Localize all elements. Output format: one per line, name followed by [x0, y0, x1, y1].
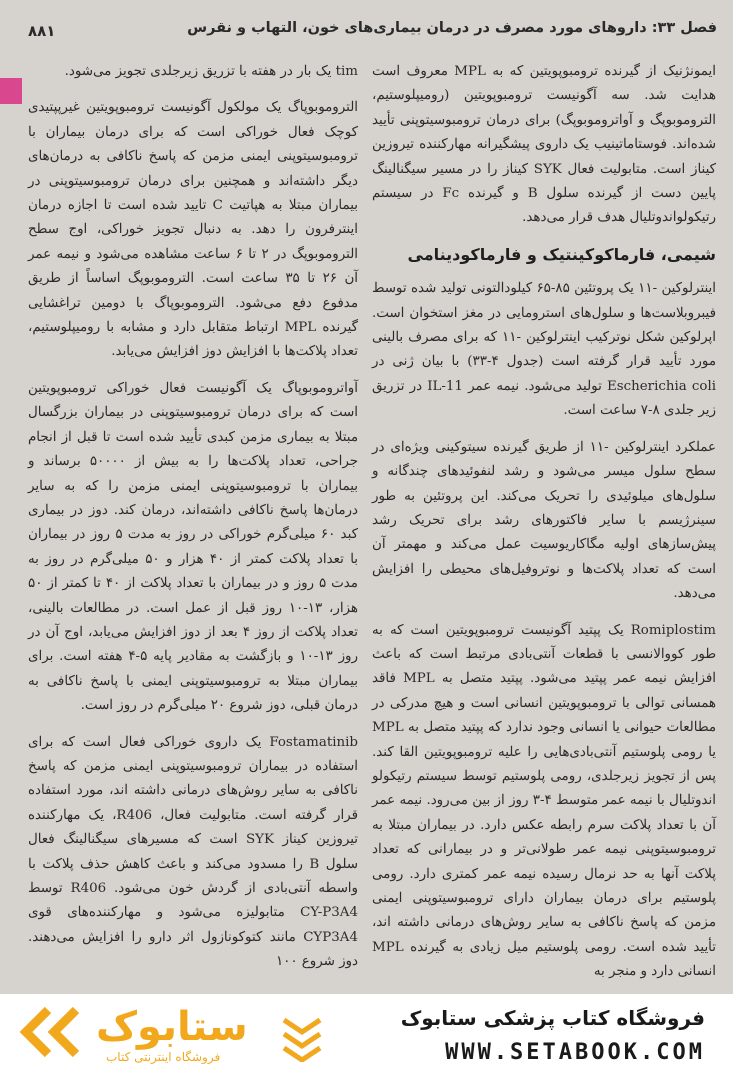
chapter-title: فصل ۳۳: داروهای مورد مصرف در درمان بیماری‌های خون، التهاب و نقرس — [187, 20, 717, 36]
paragraph: Romiplostim یک پپتید آگونیست ترومبوپویتین است که به طور کووالانسی با قطعات آنتی‌بادی مرتبط است که باعث افزایش نیمه عمر پپتید می‌شود. پپتید متصل به MPL فاقد همسانی توالی با ترومبوپویتین انسانی است و هیچ مدرکی در مطالعات حیوانی یا انسانی وجود ندارد که پپتید متصل به MPL یا رومی پلوستیم آنتی‌بادی‌هایی را علیه ترومبوپویتین القا کند. پس از تجویز زیرجلدی، رومی پلوستیم توسط سیستم رتیکولو اندوتلیال با نیمه عمر متوسط ۴-۳ روز از بین می‌رود. نیمه عمر آن با تعداد پلاکت سرم رابطه عکس دارد. در بیماران مبتلا به ترومبوسیتوپنی نیمه عمر طولانی‌تر و در بیمارانی که تعداد پلاکت آنها به حد نرمال رسیده نیمه عمر کمتری دارد. رومی پلوستیم برای درمان بیماران دارای ترومبوسیتوپنی ایمنی مزمن که پاسخ ناکافی به سایر روش‌های درمانی داشته اند، تأیید شده است. رومی پلوستیم میل زیادی به گیرنده MPL انسانی دارد و منجر به — [372, 622, 716, 980]
section-heading: شیمی، فارماکوکینتیک و فارماکودینامی — [407, 244, 716, 264]
logo-tagline: فروشگاه اینترنتی کتاب — [106, 1050, 221, 1064]
watermark-footer — [0, 994, 733, 1080]
paragraph: اینترلوکین -۱۱ یک پروتئین ۸۵-۶۵ کیلودالتونی تولید شده توسط فیبروبلاست‌ها و سلول‌های استرومایی در مغز استخوان است. اپرلوکین شکل نوترکیب اینترلوکین -۱۱ که برای مصرف بالینی مورد تأیید قرار گرفته است (جدول ۴-۳۳) با بیان ژنی در Escherichia coli تولید می‌شود. نیمه عمر IL-11 در تزریق زیر جلدی ۸-۷ ساعت است. — [372, 281, 717, 419]
logo-wordmark: ستابوک — [96, 1004, 248, 1050]
paragraph: التروموبوپاگ یک مولکول آگونیست ترومبوپویتین غیرپپتیدی کوچک فعال خوراکی است که برای درمان بیماران با ترومبوسیتوپنی ایمنی مزمن که پاسخ ناکافی به درمان‌های دیگر داشته‌اند و همچنین برای درمان ترومبوسیتوپنی در بیماران مبتلا به هپاتیت C تایید شده است تا اجازه درمان اینترفرون را دهد. به دنبال تجویز خوراکی، اوج سطح التروموبوپگ در ۲ تا ۶ ساعت مشاهده می‌شود و نیمه عمر آن ۲۶ تا ۳۵ ساعت است. التروموبوپگ اساساً از طریق مدفوع دفع می‌شود. التروموبوپاگ با دومین تراغشایی گیرنده MPL ارتباط متقابل دارد و مشابه با رومیپلوستیم، تعداد پلاکت‌ها با افزایش دوز افزایش می‌یابد. — [28, 100, 359, 360]
double-chevron-icon — [18, 1004, 90, 1060]
paragraph: عملکرد اینترلوکین -۱۱ از طریق گیرنده سیتوکینی ویژه‌ای در سطح سلول میسر می‌شود و رشد لنفوئیدهای چندگانه و سلول‌های میلوئیدی را تحریک می‌کند. این پروتئین به طور سینرژیسم با سایر فاکتورهای رشد برای تحریک رشد پیش‌سازهای اولیه مگاکاریوسیت عمل می‌کند و مهمتر آن است که تعداد پلاکت‌ها و نوتروفیل‌های محیطی را افزایش می‌دهد. — [372, 439, 716, 602]
page-header — [0, 0, 733, 58]
chapter-tab-marker — [0, 78, 22, 104]
store-name: فروشگاه کتاب پزشکی ستابوک — [400, 1006, 705, 1030]
paragraph: Fostamatinib یک داروی خوراکی فعال است که برای استفاده در بیماران ترومبوسیتوپنی ایمنی مزمن که پاسخ ناکافی به سایر روش‌های درمانی داشته اند، مورد استفاده قرار گرفته است. متابولیت فعال، R406، یک مهارکننده تیروزین کیناز SYK است که مسیرهای سیگنالینگ فعال سلول B را مسدود می‌کند و باعث کاهش حذف پلاکت با واسطه آنتی‌بادی از گردش خون می‌شود. R406 توسط CY-P3A4 متابولیزه می‌شود و مهارکننده‌های قوی CYP3A4 مانند کتوکونازول اثر دارو را افزایش می‌دهند. دوز شروع ۱۰۰ — [28, 734, 358, 970]
right-column — [372, 60, 716, 994]
stacked-chevrons-icon — [280, 1012, 324, 1062]
paragraph: ایمونژنیک از گیرنده ترومبوپویتین که به MPL معروف است هدایت شد. سه آگونیست ترومبوپویتین (رومیپلوستیم، التروموبوپگ و آواتروموبوپگ) برای درمان ترومبوسیتوپنی تأیید شده‌اند. فوستاماتینیب یک داروی پیشگیرانه مهارکننده تیروزین کیناز است. متابولیت فعال SYK کیناز را در مسیر سیگنالینگ پایین دست از گیرنده سلول B و گیرنده Fc در سیستم رتیکولواندوتلیال هدف قرار می‌دهد. — [372, 64, 716, 226]
left-column — [28, 60, 358, 987]
paragraph: tim یک بار در هفته با تزریق زیرجلدی تجویز می‌شود. — [64, 64, 358, 79]
store-url-link[interactable]: WWW.SETABOOK.COM — [445, 1040, 705, 1065]
setabook-logo[interactable] — [18, 1004, 318, 1070]
paragraph: آواتروموبوپاگ یک آگونیست فعال خوراکی ترومبوپویتین است که برای درمان ترومبوسیتوپنی در بیماران بزرگسال مبتلا به بیماری مزمن کبدی تأیید شده است تا قبل از انجام جراحی، تعداد پلاکت‌ها را به بیش از ۵۰۰۰۰ برساند و بیماران با ترومبوسیتوپنی ایمنی مزمن را که به سایر درمان‌ها پاسخ ناکافی داشته‌اند، درمان کند. دوز در بیماری کبد ۶۰ میلی‌گرم خوراکی در روز به مدت ۵ روز در بیماران با تعداد پلاکت کمتر از ۴۰ هزار و ۵۰ میلی‌گرم در روز به مدت ۵ روز و در بیماران با تعداد پلاکت از ۴۰ تا کمتر از ۵۰ هزار، ۱۳-۱۰ روز قبل از عمل است. در مطالعات بالینی، تعداد پلاکت از روز ۴ بعد از دوز افزایش می‌یابد، اوج آن در روز ۱۳-۱۰ و بازگشت به مقادیر پایه ۵-۴ هفته است. برای بیماران مبتلا به ترومبوسیتوپنی ایمنی با پاسخ ناکافی به درمان قبلی، دوز شروع ۲۰ میلی‌گرم در روز است. — [28, 380, 359, 714]
page-number: ۸۸۱ — [28, 22, 56, 40]
